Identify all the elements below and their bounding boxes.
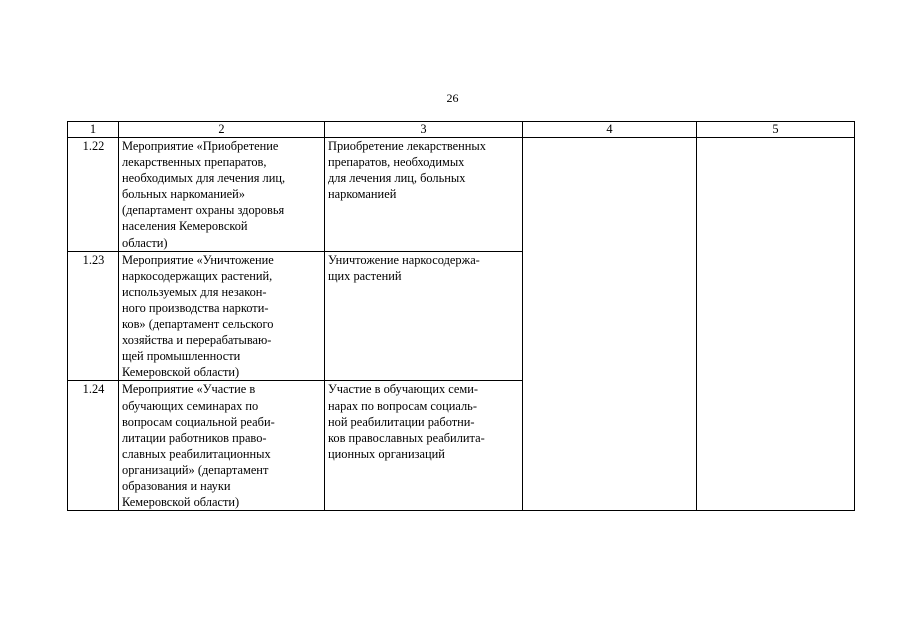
event-cell: Мероприятие «Участие в обучающих семинарах по вопросам социальной реаби- литации работников право- славных реабилитационных организаций» (департамент образования и науки Кемеровской области): [119, 381, 325, 511]
result-cell: Приобретение лекарственных препаратов, необходимых для лечения лиц, больных наркоманией: [325, 138, 523, 252]
event-cell: Мероприятие «Приобретение лекарственных препаратов, необходимых для лечения лиц, больных наркоманией» (департамент охраны здоровья населения Кемеровской области): [119, 138, 325, 252]
table-row: [68, 138, 855, 252]
column-4-cell: [523, 138, 697, 511]
page-number: 26: [446, 91, 459, 105]
event-cell: Мероприятие «Уничтожение наркосодержащих растений, используемых для незакон- ного производства наркоти- ков» (департамент сельского хозяйства и перерабатываю- щей промышленности Кемеровской области): [119, 251, 325, 381]
row-number: 1.22: [68, 138, 119, 252]
column-header-1: 1: [68, 122, 119, 138]
row-number: 1.23: [68, 251, 119, 381]
column-5-cell: [697, 138, 855, 511]
column-header-4: 4: [523, 122, 697, 138]
result-cell: Уничтожение наркосодержа- щих растений: [325, 251, 523, 381]
column-header-3: 3: [325, 122, 523, 138]
result-cell: Участие в обучающих семи- нарах по вопросам социаль- ной реабилитации работни- ков православных реабилита- ционных организаций: [325, 381, 523, 511]
column-header-2: 2: [119, 122, 325, 138]
measures-table: [67, 121, 855, 511]
header-row: [68, 122, 855, 138]
column-header-5: 5: [697, 122, 855, 138]
row-number: 1.24: [68, 381, 119, 511]
